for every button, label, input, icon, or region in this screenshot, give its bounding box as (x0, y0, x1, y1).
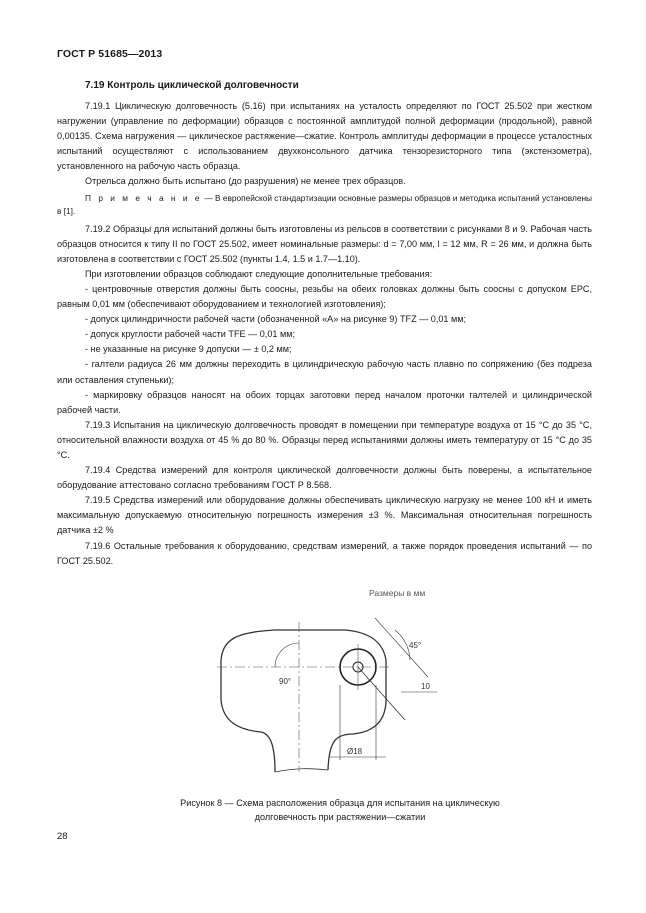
list-item: - галтели радиуса 26 мм должны переходить в цилиндрическую рабочую часть плавно по сопряжению (без подреза или оставления ступеньки); (57, 359, 592, 385)
note-label: П р и м е ч а н и е (85, 192, 202, 203)
diagonal-line (358, 667, 405, 720)
list-item: - центровочные отверстия должны быть соосны, резьбы на обеих головках должны быть соосны с допуском EPC, равным 0,01 мм (обеспечивают оборудованием и технологией изготовления); (57, 283, 592, 310)
list-item: - не указанные на рисунке 9 допуски — ± 0,2 мм; (85, 344, 292, 355)
dim-10-label: 10 (421, 682, 430, 691)
paragraph: 7.19.1 Циклическую долговечность (5.16) при испытаниях на усталость определяют по ГОСТ 25.502 при жестком нагружении (управление по деформации) образцов с постоянной амплитудой полной деформации (продольной), равной 0,00135. Схема нагружения — циклическое растяжение—сжатие. Контроль амплитуды деформации в процессе усталостных испытаний осуществляют с использованием двухконсольного датчика тензорезисторного типа (экстензометра), установленного на рабочую часть образца. (57, 101, 592, 172)
list-item: - допуск цилиндричности рабочей части (обозначенной «А» на рисунке 9) TFZ — 0,01 мм; (85, 314, 467, 325)
paragraph: При изготовлении образцов соблюдают следующие дополнительные требования: (85, 268, 433, 279)
caption-line: долговечность при растяжении—сжатии (254, 811, 426, 822)
page-number: 28 (57, 831, 68, 842)
note-text: — В европейской стандартизации основные размеры образцов и методика испытаний установлены в [1]. (57, 192, 592, 216)
note (57, 192, 592, 218)
document-header: ГОСТ Р 51685—2013 (57, 48, 163, 60)
rail-outline-left (221, 660, 275, 772)
paragraph: 7.19.5 Средства измерений или оборудование должны обеспечивать циклическую нагрузку не менее 100 кН и иметь максимальную допускаемую относительную погрешность измерения ±3 %. Максимальная относительная погрешность датчика ±2 % (57, 495, 592, 536)
paragraph: 7.19.2 Образцы для испытаний должны быть изготовлены из рельсов в соответствии с рисунками 8 и 9. Рабочая часть образцов относится к типу II по ГОСТ 25.502, имеет номинальные размеры: d = 7,00 мм, l = 12 мм, R = 26 мм, и должна быть изготовлена в соответствии с ГОСТ 25.502 (пункты 1.4, 1.5 и 1.7—1.10). (57, 223, 592, 264)
caption-line: Рисунок 8 — Схема расположения образца для испытания на циклическую (180, 798, 500, 808)
figure-caption (130, 797, 550, 824)
list-item: - маркировку образцов наносят на обоих торцах заготовки перед началом проточки галтелей и цилиндрической рабочей части. (57, 389, 592, 415)
body-text (57, 99, 592, 569)
paragraph: Отрельса должно быть испытано (до разрушения) не менее трех образцов. (85, 176, 406, 187)
angle-arc-90 (275, 643, 299, 667)
section-title: 7.19 Контроль циклической долговечности (85, 80, 299, 91)
paragraph: 7.19.6 Остальные требования к оборудованию, средствам измерений, а также порядок проведения испытаний — по ГОСТ 25.502. (57, 540, 592, 566)
rail-break-line (275, 769, 328, 772)
list-item: - допуск круглости рабочей части TFE — 0,01 мм; (85, 329, 295, 340)
angle-90-label: 90° (279, 677, 292, 686)
figure-rail-specimen-diagram (205, 582, 445, 782)
units-label: Размеры в мм (369, 588, 426, 598)
dim-d18-label: Ø18 (347, 747, 363, 756)
angle-arc-45 (395, 630, 410, 660)
paragraph: 7.19.4 Средства измерений для контроля циклической долговечности должны быть поверены, а испытательное оборудование аттестовано согласно требованиям ГОСТ Р 8.568. (57, 465, 592, 491)
angle-45-label: 45° (409, 641, 422, 650)
paragraph: 7.19.3 Испытания на циклическую долговечность проводят в помещении при температуре воздуха от 15 °С до 35 °С, относительной влажности воздуха от 45 % до 80 %. Образцы перед испытаниями должны иметь температуру от 15 °С до 35 °С. (57, 419, 592, 460)
